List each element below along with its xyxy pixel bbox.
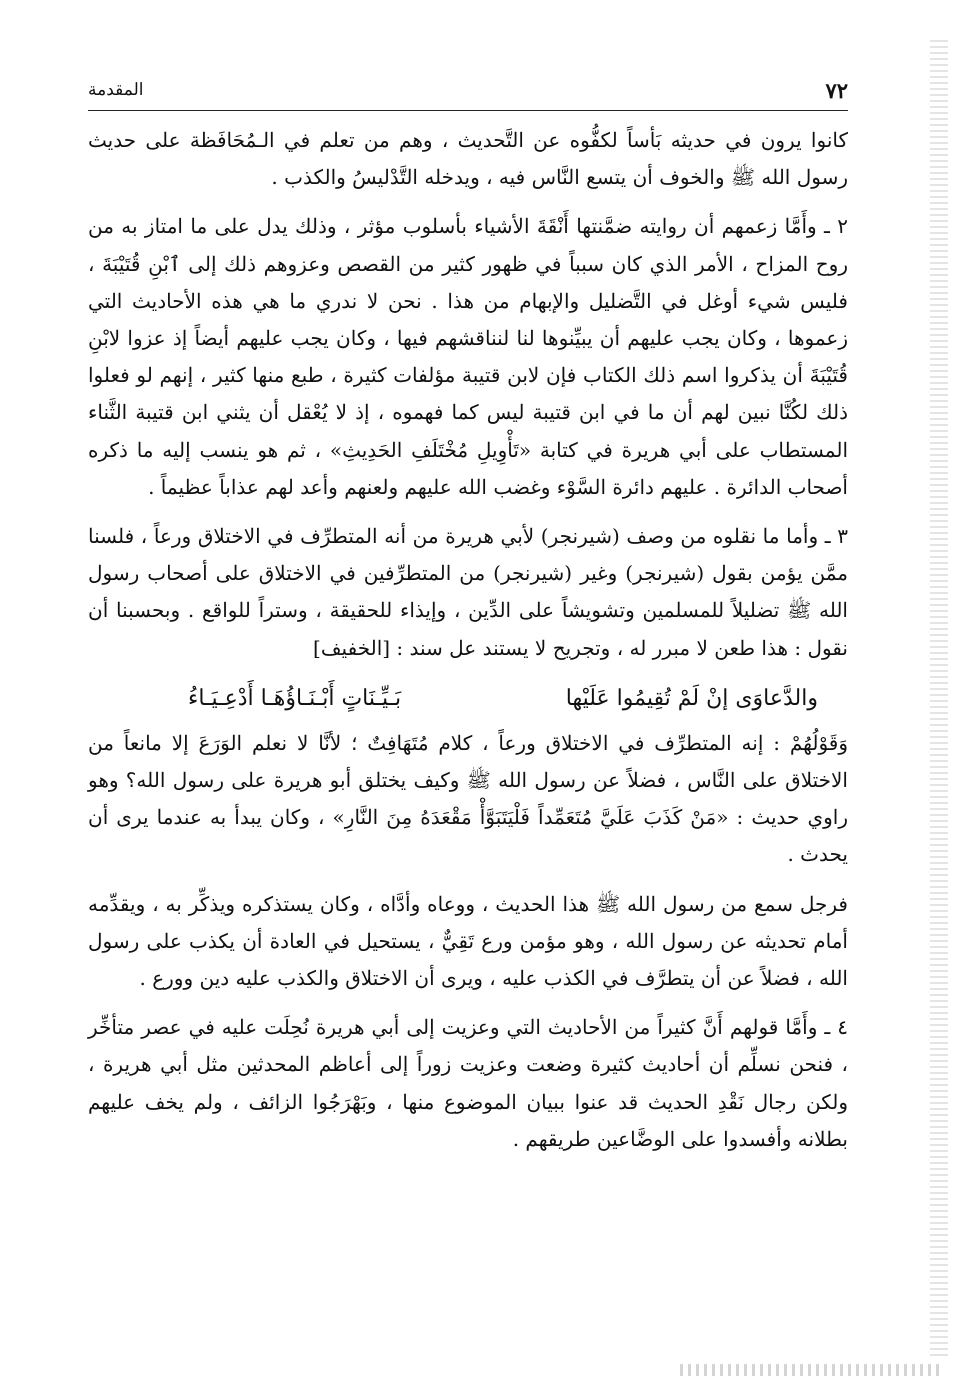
verse-hemistich-right: والدَّعاوَى إنْ لَمْ تُقِيمُوا عَلَيْها <box>565 685 818 711</box>
chapter-title: المقدمة <box>88 80 144 100</box>
paragraph-6: ٤ ـ وأَمَّا قولهم أَنَّ كثيراً من الأحاديث التي وعزيت إلى أبي هريرة نُحِلَت عليه في عصر متأخِّر ، فنحن نسلِّم أن أحاديث كثيرة وضعت وعزيت زوراً إلى أعاظم المحدثين مثل أبي هريرة ، ولكن رجال نَقْدِ الحديث قد عنوا ببيان الموضوع منها ، وبَهْرَجُوا الزائف ، ولم يخف عليهم بطلانه وأفسدوا على الوضَّاعين طريقهم . <box>88 1015 848 1151</box>
verse-hemistich-left: بَـيِّـنَاتٍ أَبْـنَـاؤُهَـا أَدْعِـيَـاءُ <box>188 685 402 711</box>
paragraph-2: ٢ ـ وأَمَّا زعمهم أن روايته ضمَّنتها أَنْقَةَ الأشياء بأسلوب مؤثر ، وذلك يدل على ما امتاز به من روح المزاح ، الأمر الذي كان سبباً في ظهور كثير من القصص وعزوهم ذلك إلى ٱبْنِ قُتَيْبَةَ ، فليس شيء أوغل في التَّضليل والإبهام من هذا . نحن لا ندري ما هي هذه الأحاديث التي زعموها ، وكان يجب عليهم أن يبيِّنوها لنا لنناقشهم فيها ، وكان يجب عليهم أيضاً إذ عزوا لابْنِ قُتَيْبَةَ أن يذكروا اسم ذلك الكتاب فإن لابن قتيبة مؤلفات كثيرة ، طبع منها كثير ، إنهم لو فعلوا ذلك لكُنَّا نبين لهم أن ما في ابن قتيبة ليس كما فهموه ، إذ لا يُعْقل أن يثني ابن قتيبة الثَّناء المستطاب على أبي هريرة في كتابة «تَأْوِيلِ مُخْتَلَفِ الحَدِيثِ» ، ثم هو ينسب إليه ما ذكره أصحاب الدائرة . عليهم دائرة السَّوْء وغضب الله عليهم ولعنهم وأعد لهم عذاباً عظيماً . <box>88 214 848 499</box>
page-body <box>88 122 848 1170</box>
poetry-verse <box>88 679 848 719</box>
paragraph-1: كانوا يرون في حديثه بَأساً لكفُّوه عن التَّحديث ، وهم من تعلم في الـمُحَافَظة على حديث رسول الله ﷺ والخوف أن يتسع النَّاس فيه ، ويدخله التَّدْليسُ والكذب . <box>88 128 848 190</box>
running-header <box>88 76 848 111</box>
paragraph-5: فرجل سمع من رسول الله ﷺ هذا الحديث ، ووعاه وأدَّاه ، وكان يستذكره ويذكِّر به ، ويقدِّمه أمام تحديثه عن رسول الله ، وهو مؤمن ورع تَقِيٌّ ، يستحيل في العادة أن يكذب على رسول الله ، فضلاً عن أن يتطرَّف في الكذب عليه ، ويرى أن الاختلاق والكذب عليه دين وورع . <box>88 891 848 991</box>
page-edge-ornament <box>930 40 948 1360</box>
page-number: ٧٢ <box>825 78 848 103</box>
paragraph-3: ٣ ـ وأما ما نقلوه من وصف (شيرنجر) لأبي هريرة من أنه المتطرِّف في الاختلاق ورعاً ، فلسنا ممَّن يؤمن بقول (شيرنجر) وغير (شيرنجر) من المتطرِّفين في الاختلاق على أصحاب رسول الله ﷺ تضليلاً للمسلمين وتشويشاً على الدِّين ، وإيذاء للحقيقة ، وستراً للواقع . وبحسبنا أن نقول : هذا طعن لا مبرر له ، وتجريح لا يستند عل سند : [الخفيف] <box>88 524 848 660</box>
bottom-ornament <box>680 1364 940 1376</box>
paragraph-4: وَقَوْلُهُمْ : إنه المتطرِّف في الاختلاق ورعاً ، كلام مُتَهَافِتٌ ؛ لأنَّا لا نعلم الوَرَعَ إلا مانعاً من الاختلاق على النَّاس ، فضلاً عن رسول الله ﷺ وكيف يختلق أبو هريرة على رسول الله؟ وهو راوي حديث : «مَنْ كَذَبَ عَلَيَّ مُتَعَمِّداً فَلْيَتَبَوَّأْ مَقْعَدَهُ مِنَ النَّارِ» ، وكان يبدأ به عندما يرى أن يحدث . <box>88 730 848 867</box>
